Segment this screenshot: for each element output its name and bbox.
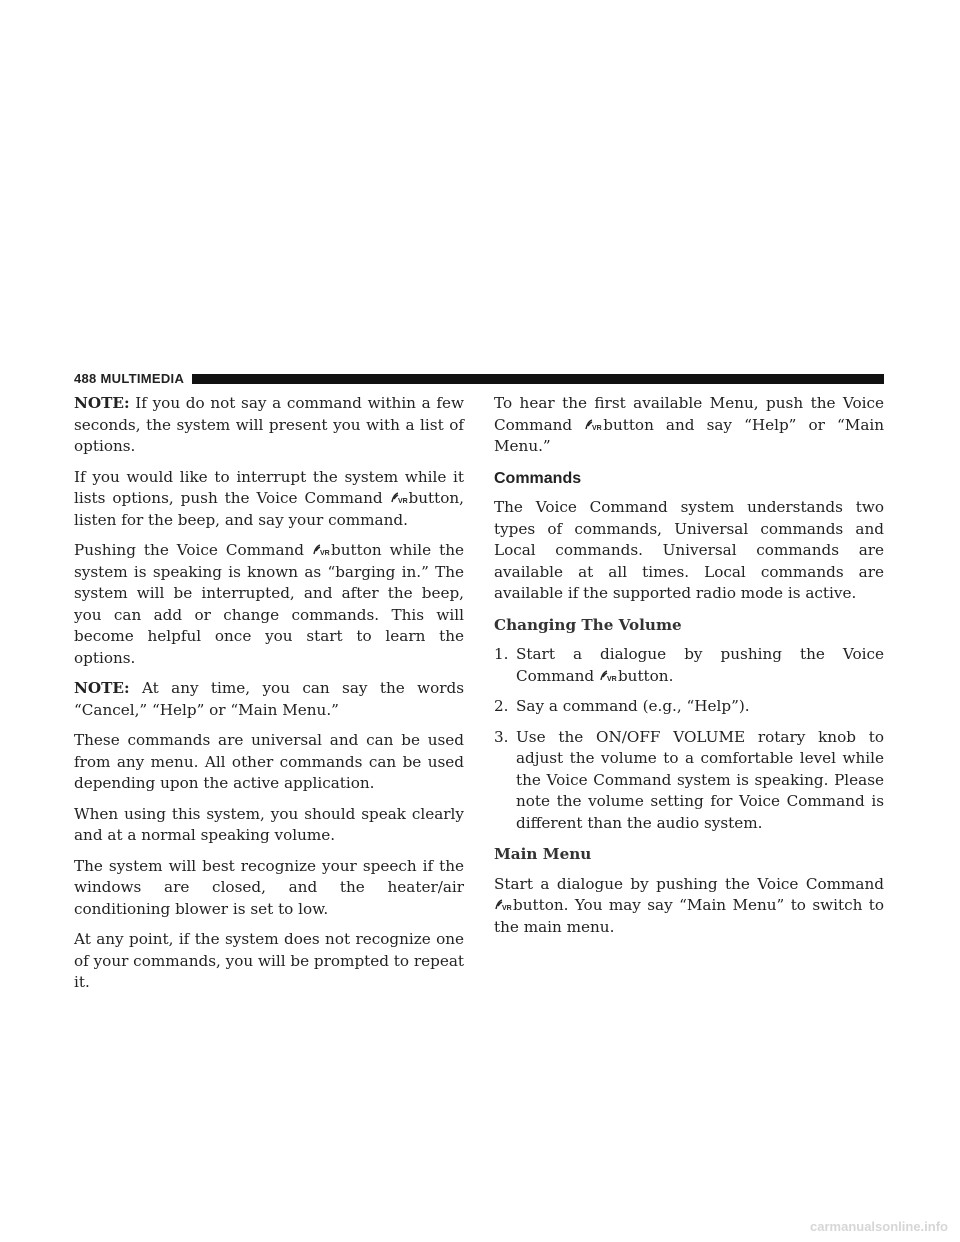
paragraph-interrupt — [74, 467, 464, 532]
paragraph-universal: These commands are universal and can be used from any menu. All other commands can be used depending upon the active application. — [74, 731, 464, 792]
voice-command-icon — [584, 418, 603, 431]
svg-text:VR: VR — [606, 675, 617, 682]
text-span: Use the ON/OFF VOLUME rotary knob to adjust the volume to a comfortable level while the Voice Command system is speaking. Please note the volume setting for Voice Command is different than the audio system. — [516, 727, 884, 832]
note-paragraph-1 — [74, 393, 464, 458]
text-span: button. — [617, 666, 674, 685]
svg-text:VR: VR — [502, 905, 512, 911]
svg-text:VR: VR — [320, 550, 330, 556]
section-title: MULTIMEDIA — [100, 371, 185, 386]
heading-main-menu: Main Menu — [494, 845, 592, 863]
text-span: button and say “Help” or “Main Menu.” — [494, 415, 885, 455]
page-number: 488 — [74, 371, 97, 386]
list-item — [494, 727, 884, 835]
svg-text:VR: VR — [397, 498, 408, 504]
text-span: button, listen for the beep, and say your command. — [74, 489, 464, 529]
voice-command-icon — [494, 898, 513, 911]
note-label: NOTE: — [74, 679, 130, 697]
paragraph-first-menu — [494, 393, 884, 458]
paragraph-main-menu — [494, 874, 884, 939]
text-span: Start a dialogue by pushing the Voice Command — [516, 645, 884, 685]
svg-text:VR: VR — [592, 424, 602, 431]
text-span: To hear the first available Menu, push the Voice Command — [494, 394, 884, 434]
list-number: 3. — [494, 727, 509, 746]
heading-commands: Commands — [494, 469, 582, 487]
voice-command-icon — [312, 543, 331, 556]
page-header — [74, 370, 884, 388]
watermark: carmanualsonline.info — [810, 1219, 948, 1234]
list-item — [494, 644, 884, 687]
paragraph-speak-clearly: When using this system, you should speak clearly and at a normal speaking volume. — [74, 804, 464, 844]
text-span: Pushing the Voice Command — [74, 541, 312, 559]
note-label: NOTE: — [74, 394, 130, 412]
text-span: button while the system is speaking is known as “barging in.” The system will be interrupted, and after the beep, you can add or change commands. This will become helpful once you start to learn the options. — [74, 541, 464, 667]
list-number: 2. — [494, 697, 509, 715]
paragraph-repeat: At any point, if the system does not recognize one of your commands, you will be prompted to repeat it. — [74, 930, 464, 991]
list-item — [494, 696, 884, 718]
note-text: At any time, you can say the words “Cancel,” “Help” or “Main Menu.” — [74, 679, 464, 719]
note-text: If you do not say a command within a few seconds, the system will present you with a list of options. — [74, 394, 464, 455]
text-span: Start a dialogue by pushing the Voice Command — [494, 874, 884, 893]
paragraph-barging — [74, 540, 464, 669]
list-number: 1. — [494, 645, 509, 663]
paragraph-command-types: The Voice Command system understands two types of commands, Universal commands and Local commands. Universal commands are available at all times. Local commands are available if the supported radio mode is active. — [494, 498, 884, 602]
note-paragraph-2 — [74, 678, 464, 721]
text-span: Say a command (e.g., “Help”). — [516, 697, 750, 715]
heading-changing-volume: Changing The Volume — [494, 615, 682, 634]
page-header-label — [74, 370, 192, 388]
header-rule — [192, 374, 884, 384]
text-span: If you would like to interrupt the system while it lists options, push the Voice Command — [74, 467, 464, 507]
right-column — [494, 393, 884, 947]
voice-command-icon — [599, 669, 618, 682]
volume-steps-list — [494, 644, 884, 834]
paragraph-windows: The system will best recognize your speech if the windows are closed, and the heater/air conditioning blower is set to low. — [74, 856, 464, 918]
left-column — [74, 393, 464, 1003]
text-span: button. You may say “Main Menu” to switch to the main menu. — [494, 896, 884, 936]
voice-command-icon — [390, 491, 409, 504]
